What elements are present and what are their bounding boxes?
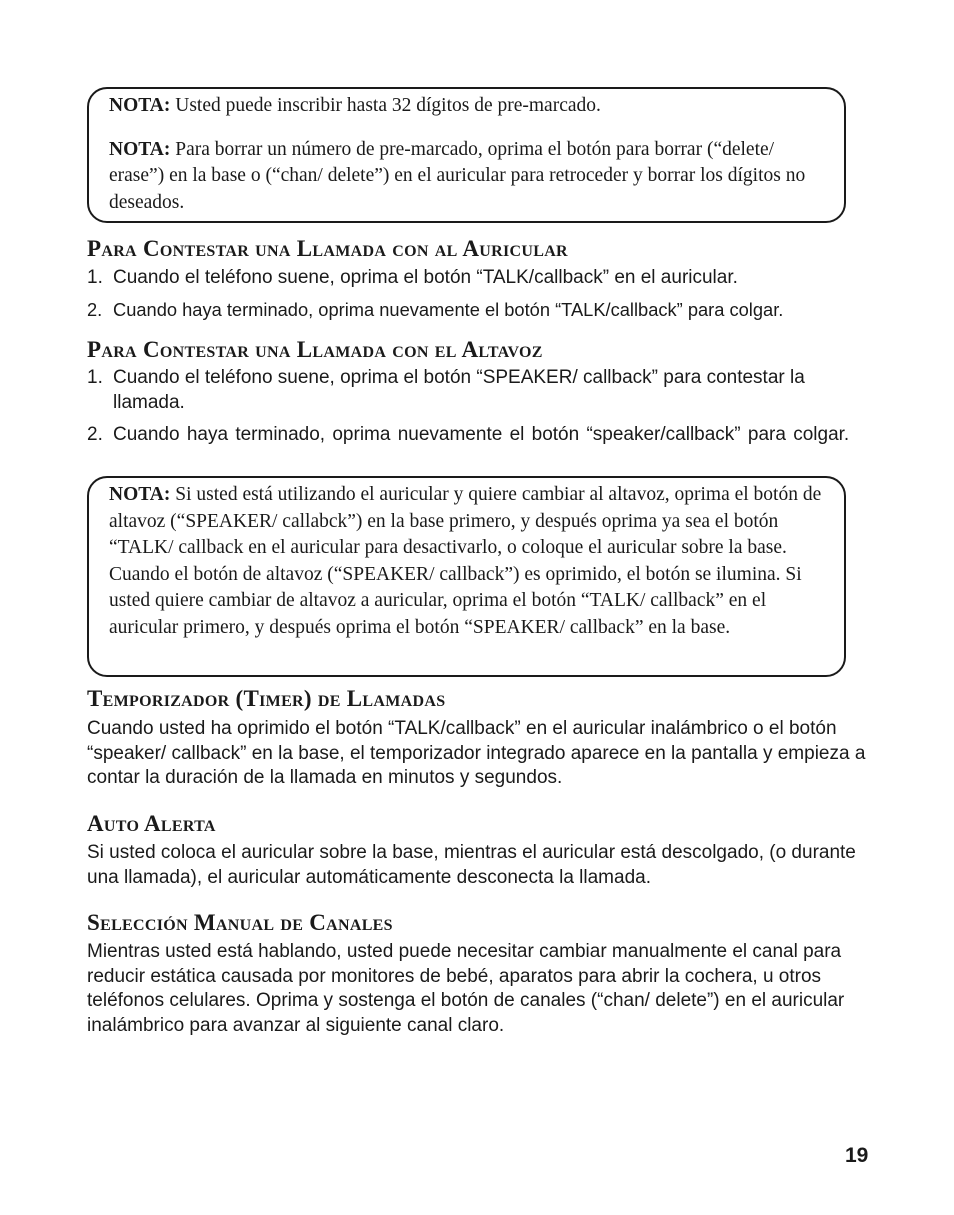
list-item (87, 365, 867, 415)
steps-list-answer-handset (87, 265, 877, 322)
note-label: NOTA: (109, 95, 171, 116)
step-text: Cuando el teléfono suene, oprima el botón “SPEAKER/ callback” para contestar la llamada. (113, 367, 805, 413)
note-box-speaker-switch (87, 476, 846, 677)
steps-list-answer-speaker (87, 365, 867, 447)
step-text: Cuando haya terminado, oprima nuevamente el botón “speaker/callback” para colgar. (113, 424, 850, 445)
step-number: 1. (87, 267, 103, 288)
auto-alert-description: Si usted coloca el auricular sobre la base, mientras el auricular está descolgado, (o durante una llamada), el auricular automáticamente desconecta la llamada. (87, 842, 856, 888)
note-speaker-switch (109, 482, 830, 641)
list-item (87, 422, 867, 447)
step-number: 2. (87, 424, 103, 445)
section-heading-answer-speaker: Para Contestar una Llamada con el Altavoz (87, 337, 543, 362)
step-number: 1. (87, 367, 103, 388)
note-text: Si usted está utilizando el auricular y quiere cambiar al altavoz, oprima el botón de altavoz (“SPEAKER/ callabck”) en la base primero, y después oprima ya sea el botón “TALK/ callback en el auricular para desactivarlo, o coloque el auricular sobre la base. Cuando el botón de altavoz (“SPEAKER/ callback”) es oprimido, el botón se ilumina. Si usted quiere cambiar de altavoz a auricular, oprima el botón “TALK/ callback” en el auricular primero, y después oprima el botón “SPEAKER/ callback” en la base. (109, 484, 822, 638)
step-text: Cuando haya terminado, oprima nuevamente el botón “TALK/callback” para colgar. (113, 299, 784, 320)
list-item (87, 265, 877, 290)
section-heading-answer-handset: Para Contestar una Llamada con al Auricular (87, 236, 568, 261)
step-text: Cuando el teléfono suene, oprima el botón “TALK/callback” en el auricular. (113, 267, 738, 288)
timer-description: Cuando usted ha oprimido el botón “TALK/callback” en el auricular inalámbrico o el botón “speaker/ callback” en la base, el temporizador integrado aparece en la pantalla y empieza a contar la duración de la llamada en minutos y segundos. (87, 718, 866, 788)
note-label: NOTA: (109, 138, 171, 160)
channel-selection-description: Mientras usted está hablando, usted puede necesitar cambiar manualmente el canal para reducir estática causada por monitores de bebé, aparatos para abrir la cochera, u otros teléfonos celulares. Oprima y sostenga el botón de canales (“chan/ delete”) en el auricular inalámbrico para avanzar al siguiente canal claro. (87, 941, 845, 1036)
section-heading-auto-alert: Auto Alerta (87, 811, 216, 836)
list-item (87, 297, 877, 322)
page-number: 19 (845, 1144, 869, 1167)
note-digits-limit (109, 93, 844, 120)
note-label: NOTA: (109, 484, 171, 505)
step-number: 2. (87, 299, 103, 320)
note-text: Usted puede inscribir hasta 32 dígitos de pre-marcado. (170, 95, 601, 116)
note-text: Para borrar un número de pre-marcado, oprima el botón para borrar (“delete/ erase”) en la base o (“chan/ delete”) en el auricular para retroceder y borrar los dígitos no deseados. (109, 138, 806, 213)
section-heading-timer: Temporizador (Timer) de Llamadas (87, 686, 446, 711)
note-box-premarcado (87, 87, 846, 223)
section-heading-channel-selection: Selección Manual de Canales (87, 910, 393, 935)
note-delete-digits (109, 137, 844, 217)
